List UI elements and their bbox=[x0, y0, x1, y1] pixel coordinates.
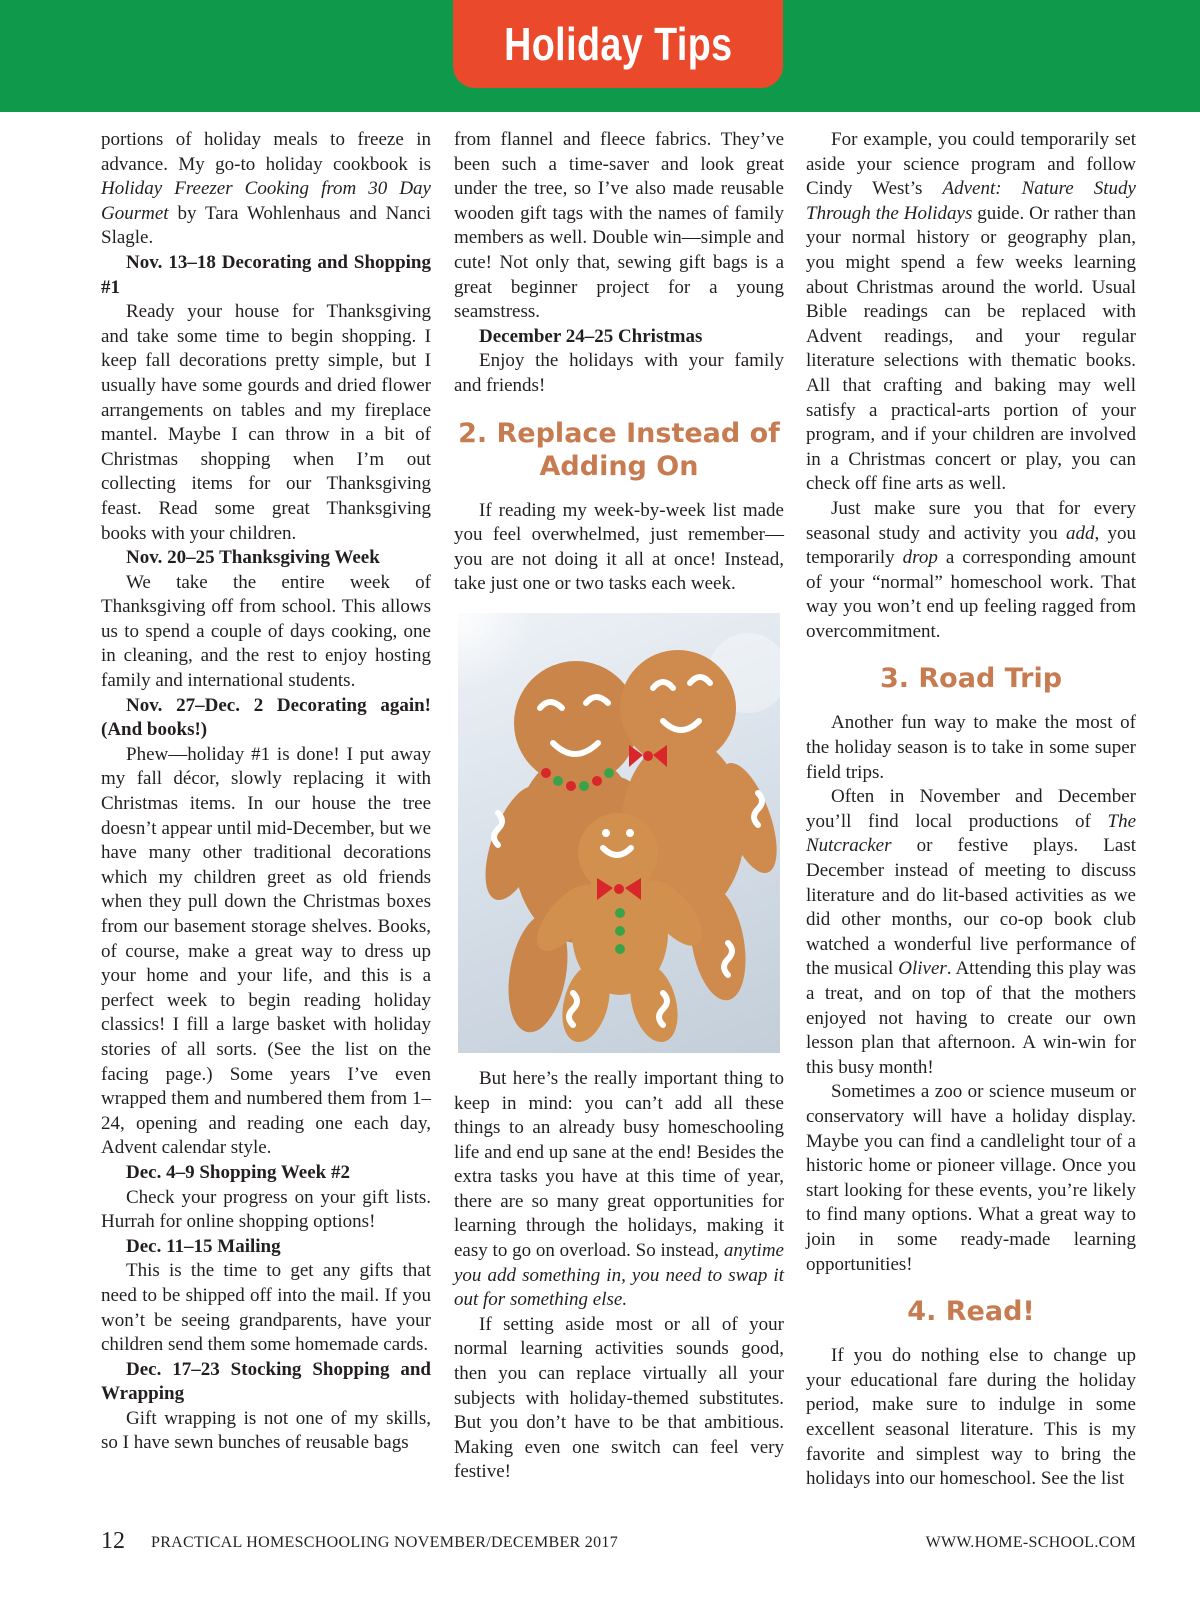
paragraph: Check your progress on your gift lists. Hurrah for online shopping options! bbox=[101, 1186, 431, 1233]
column-2 bbox=[454, 128, 784, 1485]
paragraph: Enjoy the holidays with your family and friends! bbox=[454, 350, 784, 396]
column-1 bbox=[101, 128, 431, 1456]
gingerbread-photo bbox=[458, 613, 780, 1053]
paragraph: Sometimes a zoo or science museum or conservatory will have a holiday display. Maybe you can find a candlelight tour of a historic home or pioneer village. Once you start looking for these events, you’re likely to find many options. What a great way to join in some ready-made learning opportunities! bbox=[806, 1081, 1136, 1275]
text: . Attending this play was a treat, and on top of that the mothers enjoyed not having to create our own lesson plan that afternoon. A win-win for this busy month! bbox=[806, 958, 1137, 1078]
paragraph: from flannel and fleece fabrics. They’ve been such a time-saver and look great under the tree, so I’ve also made reusable wooden gift tags with the names of family members as well. Double win—simple and cute! Not only that, sewing gift bags is a great beginner project for a young seamstress. bbox=[454, 129, 784, 323]
section-heading: 4. Read! bbox=[907, 1296, 1035, 1328]
schedule-heading: Nov. 20–25 Thanksgiving Week bbox=[126, 547, 380, 569]
paragraph bbox=[806, 785, 1136, 1080]
text: or festive plays. Last December instead of meeting to discuss literature and do lit-based activities as we did other months, our co-op book club watched a wonderful live performance of the musical bbox=[806, 835, 1136, 980]
gingerbread-illustration bbox=[458, 613, 780, 1053]
website-url: WWW.HOME-SCHOOL.COM bbox=[925, 1534, 1136, 1551]
paragraph: Phew—holiday #1 is done! I put away my fall décor, slowly replacing it with Christmas items. In our house the tree doesn’t appear until mid-December, but we have many other traditional decorations which my children greet as old friends when they pull down the Christmas boxes from our basement storage shelves. Books, of course, make a great way to dress up your home and your life, and this is a perfect week to begin reading holiday classics! I fill a large basket with holiday stories of all sorts. (See the list on the facing page.) Some years I’ve even wrapped them and numbered them from 1–24, opening and reading one each day, Advent calendar style. bbox=[101, 743, 431, 1159]
schedule-heading: Nov. 13–18 Decorating and Shopping #1 bbox=[101, 251, 431, 298]
text: But here’s the really important thing to keep in mind: you can’t add all these things to an already busy homeschooling life and end up sane at the end! Besides the extra tasks you have at this time of year, there are so many great opportunities for learning through the holidays, making it easy to go on overload. So instead, bbox=[454, 1067, 784, 1262]
paragraph: This is the time to get any gifts that need to be shipped off into the mail. If you won’t be seeing grandparents, have your children send them some homemade cards. bbox=[101, 1260, 431, 1356]
text: a corresponding amount of your “normal” homeschool work. That way you won’t end up feeling ragged from overcommitment. bbox=[806, 547, 1136, 642]
paragraph bbox=[101, 128, 431, 251]
paragraph: If setting aside most or all of your normal learning activities sounds good, then you can replace virtually all your subjects with holiday-themed substitutes. But you don’t have to be that ambitious. Making even one switch can feel very festive! bbox=[454, 1313, 784, 1483]
paragraph: Ready your house for Thanksgiving and take some time to begin shopping. I keep fall decorations pretty simple, but I usually have some gourds and dried flower arrangements on tables and my fireplace mantel. Maybe I can throw in a bit of Christmas shopping when I’m out collecting items for our Thanksgiving feast. Read some great Thanksgiving books with your children. bbox=[101, 301, 431, 544]
paragraph bbox=[806, 497, 1136, 645]
paragraph bbox=[454, 1067, 784, 1313]
schedule-heading: Dec. 4–9 Shopping Week #2 bbox=[126, 1161, 350, 1183]
publication-line: PRACTICAL HOMESCHOOLING NOVEMBER/DECEMBER 2017 bbox=[151, 1534, 619, 1551]
schedule-heading: Dec. 11–15 Mailing bbox=[126, 1235, 281, 1257]
text: For example, you could temporarily set aside your science program and follow Cindy West’s bbox=[806, 129, 1136, 200]
paragraph: Another fun way to make the most of the holiday season is to take in some super field trips. bbox=[806, 712, 1136, 783]
paragraph: If reading my week-by-week list made you feel overwhelmed, just remember—you are not doing it all at once! Instead, take just one or two tasks each week. bbox=[454, 499, 784, 595]
schedule-heading: Dec. 17–23 Stocking Shopping and Wrapping bbox=[101, 1358, 431, 1405]
paragraph: If you do nothing else to change up your educational fare during the holiday period, make sure to indulge in some excellent seasonal literature. This is my favorite and simplest way to bring the holidays into our homeschool. See the list bbox=[806, 1345, 1136, 1490]
text: by Tara Wohlenhaus and Nanci Slagle. bbox=[101, 202, 431, 249]
paragraph: Gift wrapping is not one of my skills, so I have sewn bunches of reusable bags bbox=[101, 1407, 431, 1454]
text: Just make sure you that for every seasonal study and activity you bbox=[806, 497, 1136, 544]
text: portions of holiday meals to freeze in advance. My go-to holiday cookbook is bbox=[101, 129, 431, 175]
page-title: Holiday Tips bbox=[503, 18, 733, 70]
paragraph bbox=[806, 128, 1136, 497]
book-title: Advent: Nature Study Through the Holidays bbox=[806, 178, 1136, 224]
section-heading: 2. Replace Instead of Adding On bbox=[458, 417, 780, 482]
schedule-heading: Nov. 27–Dec. 2 Decorating again! (And books!) bbox=[101, 694, 431, 741]
text: , you temporarily bbox=[806, 522, 1136, 569]
emphasis: add bbox=[1065, 522, 1095, 544]
page-number: 12 bbox=[101, 1528, 125, 1554]
book-title: Holiday Freezer Cooking from 30 Day Gourmet bbox=[101, 178, 431, 224]
title: The Nutcracker bbox=[806, 810, 1136, 857]
section-heading: 3. Road Trip bbox=[879, 663, 1063, 695]
text: guide. Or rather than your normal history or geography plan, you might spend a few weeks learning about Christmas around the world. Usual Bible readings can be replaced with Advent readings, and your regular literature selections with thematic books. All that crafting and baking may well satisfy a practical-arts portion of your program, and if your children are involved in a Christmas concert or play, you can check off fine arts as well. bbox=[806, 202, 1136, 495]
header-tab bbox=[453, 0, 783, 88]
footer bbox=[101, 1528, 1136, 1558]
title: Oliver bbox=[898, 958, 947, 980]
emphasis: anytime you add something in, you need to swap it out for something else. bbox=[454, 1240, 784, 1311]
text: Often in November and December you’ll find local productions of bbox=[806, 786, 1136, 832]
paragraph: We take the entire week of Thanksgiving off from school. This allows us to spend a couple of days cooking, one in cleaning, and the rest to enjoy hosting family and international students. bbox=[101, 571, 431, 692]
schedule-heading: December 24–25 Christmas bbox=[479, 325, 703, 347]
column-3 bbox=[806, 128, 1136, 1492]
emphasis: drop bbox=[902, 547, 938, 569]
